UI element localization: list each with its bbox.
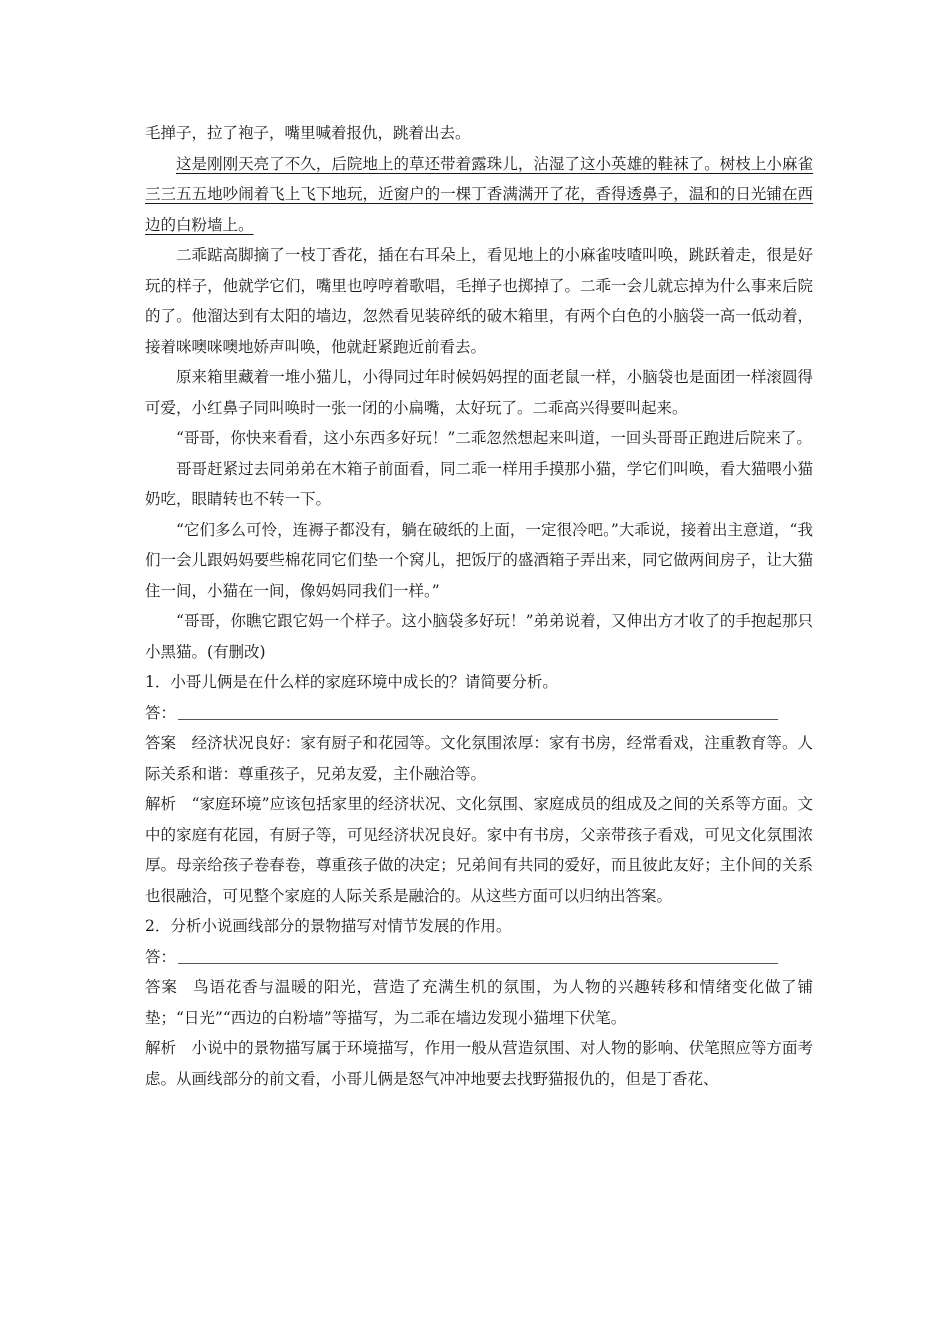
answer-blank[interactable] <box>178 945 778 964</box>
underlined-scenery-paragraph <box>145 149 813 241</box>
story-paragraph: “哥哥，你快来看看，这小东西多好玩！”二乖忽然想起来叫道，一回头哥哥正跑进后院来了。 <box>176 429 812 447</box>
analysis-label: 解析 <box>145 795 177 813</box>
story-paragraph: 二乖踮高脚摘了一枝丁香花，插在右耳朵上，看见地上的小麻雀吱喳叫唤，跳跃着走，很是好玩的样子，他就学它们，嘴里也哼哼着歌唱，毛掸子也掷掉了。二乖一会儿就忘掉为什么事来后院的了。他溜达到有太阳的墙边，忽然看见装碎纸的破木箱里，有两个白色的小脑袋一高一低动着，接着咪噢咪噢地娇声叫唤，他就赶紧跑近前看去。 <box>145 246 813 356</box>
question-2: 2．分析小说画线部分的景物描写对情节发展的作用。 <box>145 917 512 935</box>
answer-line-2 <box>145 942 813 973</box>
analysis-label: 解析 <box>145 1039 177 1057</box>
analysis-text: “家庭环境”应该包括家里的经济状况、文化氛围、家庭成员的组成及之间的关系等方面。文中的家庭有花园，有厨子等，可见经济状况良好。家中有书房，父亲带孩子看戏，可见文化氛围浓厚。母亲给孩子卷春卷，尊重孩子做的决定；兄弟间有共同的爱好，而且彼此友好；主仆间的关系也很融洽，可见整个家庭的人际关系是融洽的。从这些方面可以归纳出答案。 <box>145 795 813 905</box>
story-paragraph: “哥哥，你瞧它跟它妈一个样子。这小脑袋多好玩！”弟弟说着，又伸出方才收了的手抱起那只小黑猫。(有删改) <box>145 612 813 661</box>
story-paragraph: 原来箱里藏着一堆小猫儿，小得同过年时候妈妈捏的面老鼠一样，小脑袋也是面团一样滚圆得可爱，小红鼻子同叫唤时一张一闭的小扁嘴，太好玩了。二乖高兴得要叫起来。 <box>145 368 813 417</box>
answer-line-1 <box>145 698 813 729</box>
answer-prompt: 答： <box>145 703 177 722</box>
answer-2 <box>145 972 813 1033</box>
question-1: 1．小哥儿俩是在什么样的家庭环境中成长的？请简要分析。 <box>145 673 558 691</box>
analysis-text: 小说中的景物描写属于环境描写，作用一般从营造氛围、对人物的影响、伏笔照应等方面考虑。从画线部分的前文看，小哥儿俩是怒气冲冲地要去找野猫报仇的，但是丁香花、 <box>145 1039 813 1088</box>
answer-text: 鸟语花香与温暖的阳光，营造了充满生机的氛围，为人物的兴趣转移和情绪变化做了铺垫；“日光”“西边的白粉墙”等描写，为二乖在墙边发现小猫埋下伏笔。 <box>145 978 813 1027</box>
story-paragraph: “它们多么可怜，连褥子都没有，躺在破纸的上面，一定很冷吧。”大乖说，接着出主意道，“我们一会儿跟妈妈要些棉花同它们垫一个窝儿，把饭厅的盛酒箱子弄出来，同它做两间房子，让大猫住一间，小猫在一间，像妈妈同我们一样。” <box>145 520 813 600</box>
underlined-text: 这是刚刚天亮了不久，后院地上的草还带着露珠儿，沾湿了这小英雄的鞋袜了。树枝上小麻雀三三五五地吵闹着飞上飞下地玩，近窗户的一棵丁香满满开了花，香得透鼻子，温和的日光铺在西边的白粉墙上。 <box>145 154 813 234</box>
story-paragraph: 毛掸子，拉了袍子，嘴里喊着报仇，跳着出去。 <box>145 124 471 142</box>
answer-label: 答案 <box>145 734 177 752</box>
story-paragraph: 哥哥赶紧过去同弟弟在木箱子前面看，同二乖一样用手摸那小猫，学它们叫唤，看大猫喂小猫奶吃，眼睛转也不转一下。 <box>145 459 813 508</box>
analysis-2 <box>145 1033 813 1094</box>
analysis-1 <box>145 789 813 911</box>
document-page <box>145 118 813 1094</box>
answer-text: 经济状况良好：家有厨子和花园等。文化氛围浓厚：家有书房，经常看戏，注重教育等。人际关系和谐：尊重孩子，兄弟友爱，主仆融洽等。 <box>145 734 813 783</box>
answer-prompt: 答： <box>145 947 177 966</box>
answer-label: 答案 <box>145 978 178 996</box>
answer-1 <box>145 728 813 789</box>
answer-blank[interactable] <box>178 701 778 720</box>
